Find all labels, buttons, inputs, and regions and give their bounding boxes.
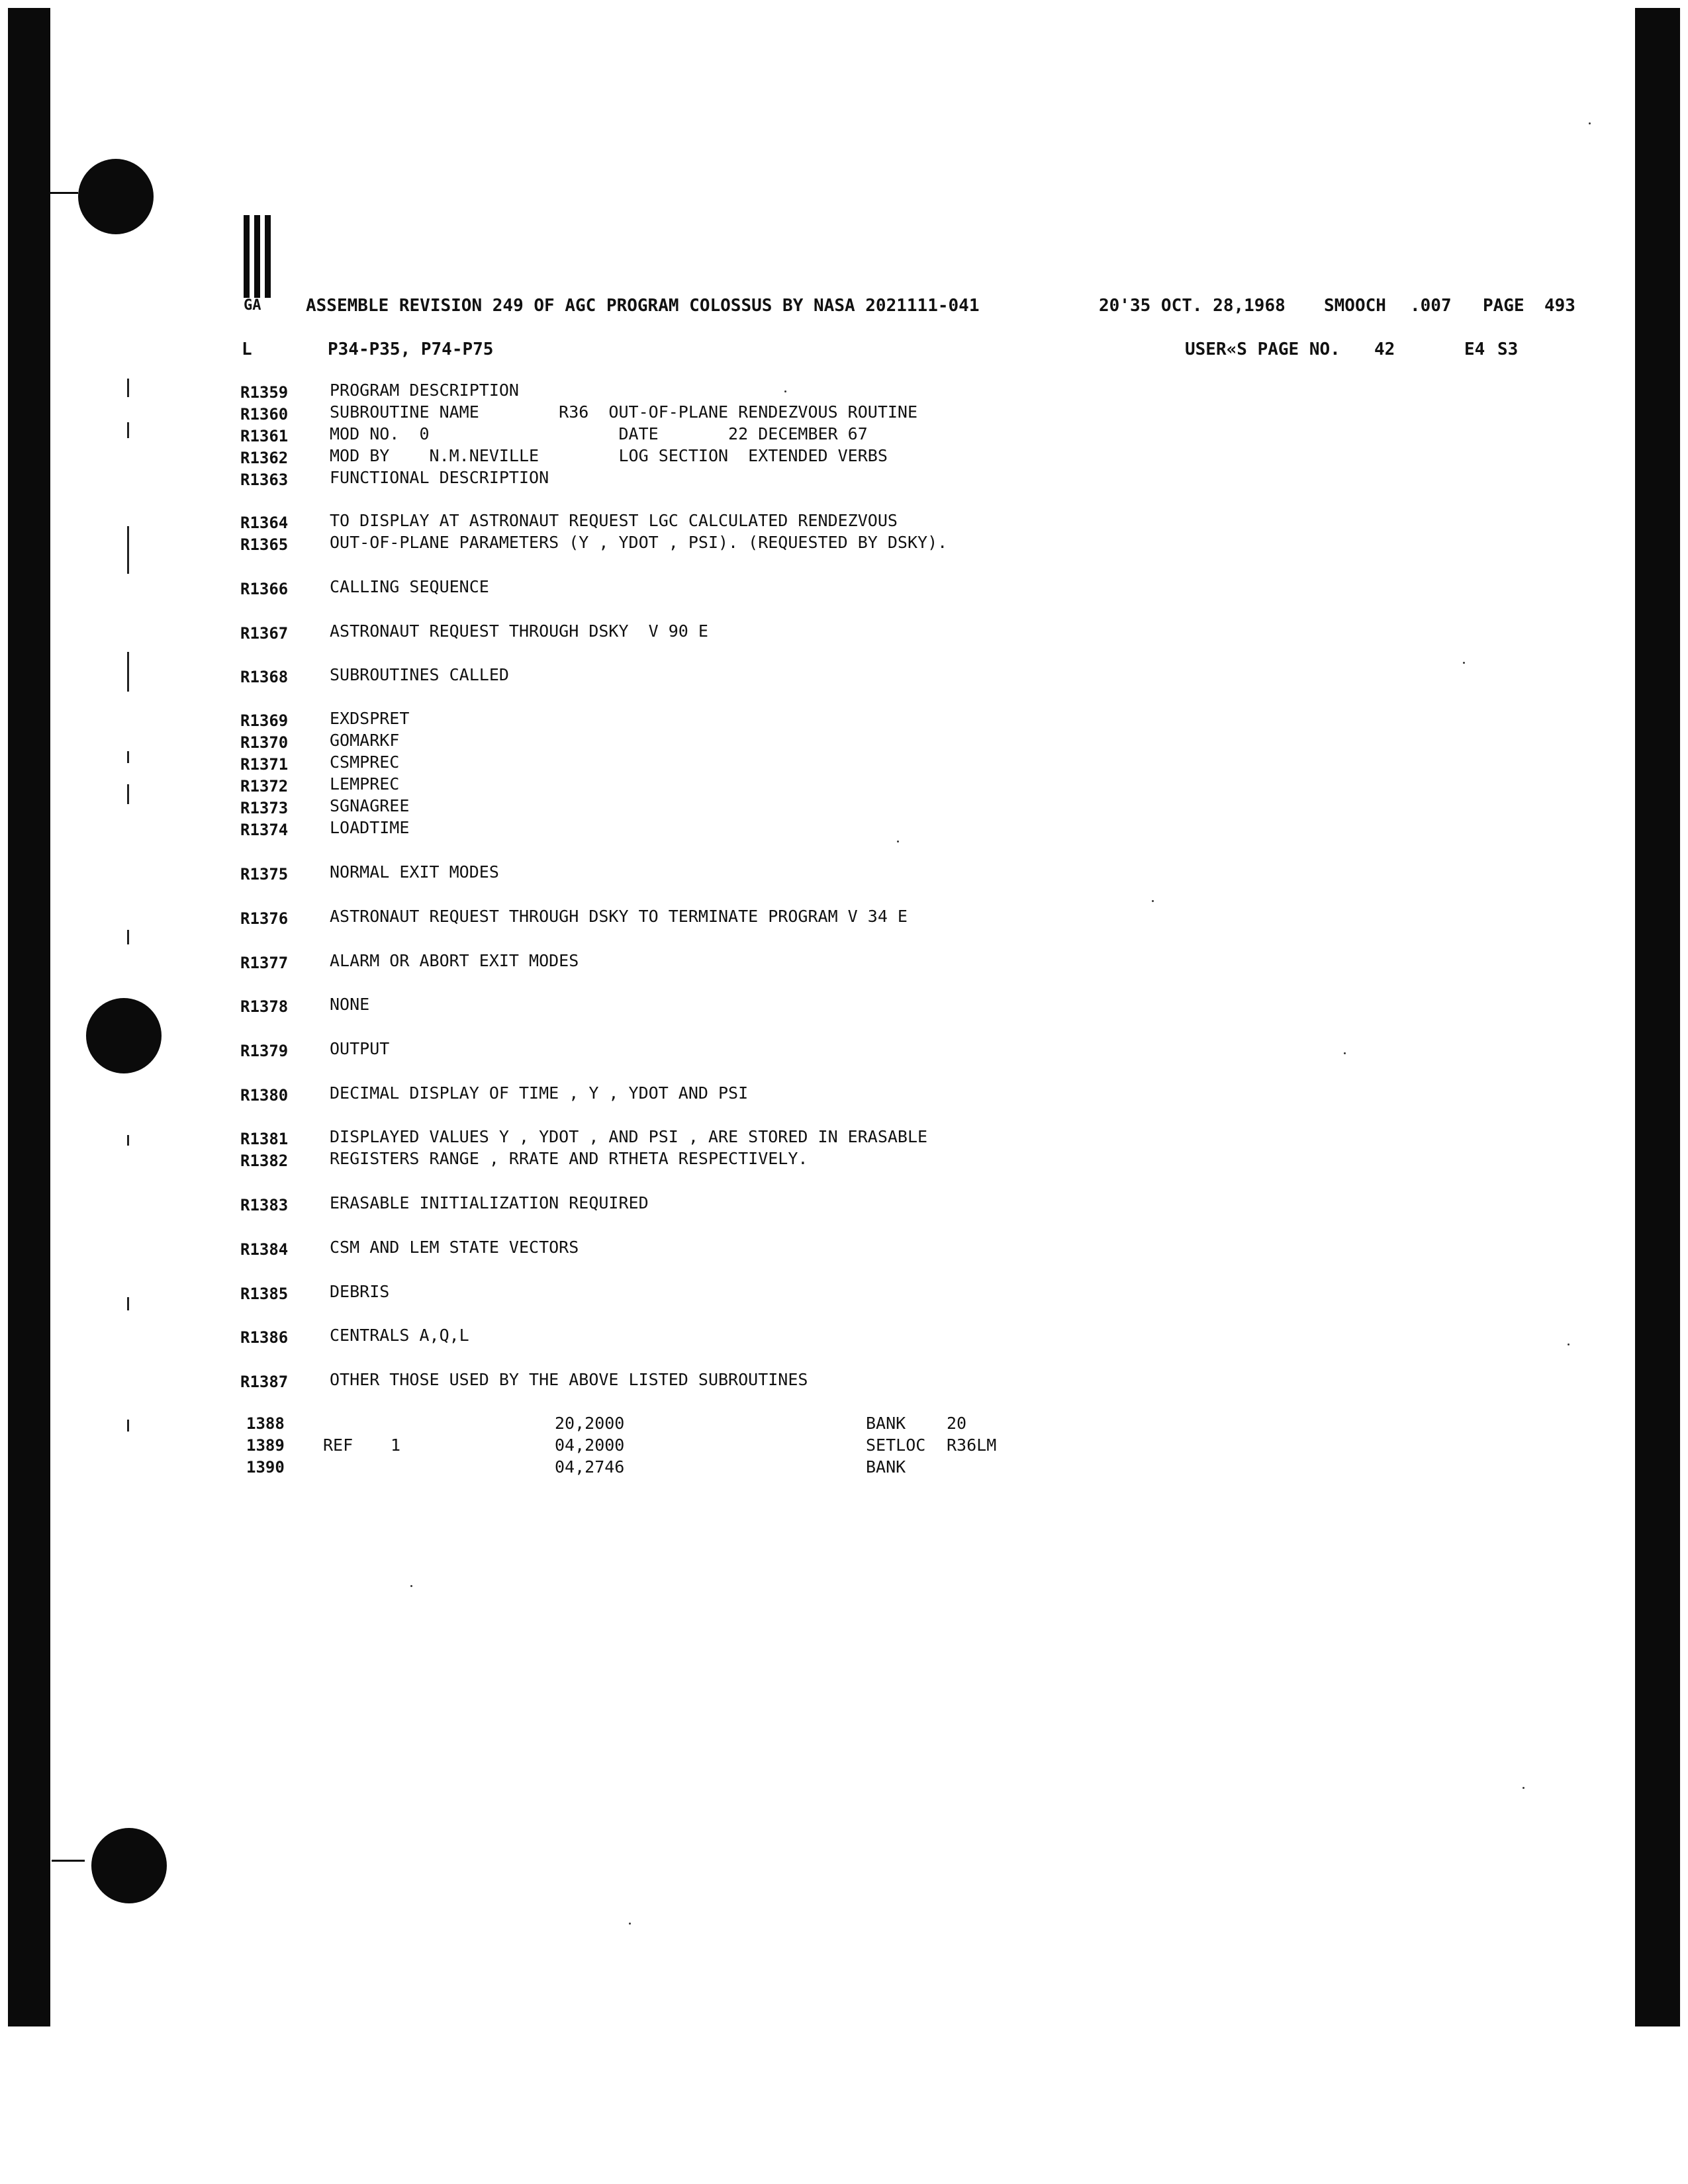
line-number: R1375	[240, 865, 289, 884]
header-timestamp: 20'35 OCT. 28,1968	[1099, 296, 1286, 316]
line-number: R1378	[240, 997, 289, 1016]
line-text: EXDSPRET	[330, 709, 410, 728]
line-text: TO DISPLAY AT ASTRONAUT REQUEST LGC CALCULATED RENDEZVOUS	[330, 511, 898, 530]
margin-mark	[127, 784, 129, 804]
line-text: SUBROUTINES CALLED	[330, 665, 509, 684]
line-number: R1361	[240, 427, 289, 445]
line-number: R1368	[240, 668, 289, 686]
line-text: NONE	[330, 995, 370, 1014]
printer-bar-marks	[238, 215, 278, 301]
margin-mark	[127, 526, 129, 574]
line-number: R1382	[240, 1152, 289, 1170]
subheader-users-page: USER«S PAGE NO.	[1185, 340, 1340, 359]
header-title: ASSEMBLE REVISION 249 OF AGC PROGRAM COLOSSUS BY NASA 2021111-041	[306, 296, 980, 316]
scan-speck	[1152, 900, 1154, 902]
margin-mark	[127, 751, 129, 763]
line-text: DEBRIS	[330, 1282, 390, 1301]
line-text: DISPLAYED VALUES Y , YDOT , AND PSI , ARE STORED IN ERASABLE	[330, 1127, 928, 1146]
margin-mark	[127, 379, 129, 397]
line-number: R1363	[240, 471, 289, 489]
line-number: R1387	[240, 1373, 289, 1391]
line-number: R1359	[240, 383, 289, 402]
line-text: CSMPREC	[330, 752, 400, 772]
margin-mark	[127, 652, 129, 692]
code-address: 04,2000	[555, 1435, 625, 1455]
line-number: R1379	[240, 1042, 289, 1060]
subheader-users-page-no: 42	[1374, 340, 1395, 359]
code-address: 20,2000	[555, 1414, 625, 1433]
line-number: R1367	[240, 624, 289, 643]
line-text: OTHER THOSE USED BY THE ABOVE LISTED SUBROUTINES	[330, 1370, 808, 1389]
line-number: R1365	[240, 535, 289, 554]
line-text: ALARM OR ABORT EXIT MODES	[330, 951, 579, 970]
margin-mark	[127, 1297, 129, 1310]
line-number: R1369	[240, 711, 289, 730]
code-line-number: 1388	[246, 1414, 285, 1433]
line-number: R1364	[240, 514, 289, 532]
line-number: R1362	[240, 449, 289, 467]
code-line-number: 1390	[246, 1458, 285, 1477]
line-text: NORMAL EXIT MODES	[330, 862, 499, 882]
header-code: .007	[1410, 296, 1452, 316]
line-number: R1381	[240, 1130, 289, 1148]
line-number: R1360	[240, 405, 289, 424]
code-address: 04,2746	[555, 1457, 625, 1477]
margin-mark	[127, 1135, 129, 1146]
subheader-s3: S3	[1497, 340, 1519, 359]
margin-mark	[127, 1420, 129, 1432]
line-number: R1371	[240, 755, 289, 774]
subheader-l: L	[242, 340, 252, 359]
scan-speck	[410, 1585, 412, 1587]
margin-mark	[127, 930, 129, 944]
line-text: CALLING SEQUENCE	[330, 577, 489, 596]
code-operand: R36LM	[947, 1435, 997, 1455]
line-number: R1374	[240, 821, 289, 839]
line-number: R1366	[240, 580, 289, 598]
line-text: REGISTERS RANGE , RRATE AND RTHETA RESPECTIVELY.	[330, 1149, 808, 1168]
margin-mark	[127, 422, 129, 438]
line-number: R1385	[240, 1285, 289, 1303]
header-page-number: 493	[1544, 296, 1575, 316]
line-text: OUTPUT	[330, 1039, 390, 1058]
scan-speck	[1523, 1787, 1524, 1789]
line-text: FUNCTIONAL DESCRIPTION	[330, 468, 549, 487]
line-text: CENTRALS A,Q,L	[330, 1326, 469, 1345]
header-marker: GA	[244, 297, 261, 314]
punch-hole-top	[78, 159, 154, 234]
line-text: SGNAGREE	[330, 796, 410, 815]
line-text: MOD BY N.M.NEVILLE LOG SECTION EXTENDED VERBS	[330, 446, 888, 465]
line-number: R1384	[240, 1240, 289, 1259]
code-op: SETLOC	[866, 1435, 926, 1455]
scan-speck	[1463, 662, 1465, 664]
line-number: R1377	[240, 954, 289, 972]
scan-edge-left	[8, 8, 50, 2026]
header-page-label: PAGE	[1483, 296, 1524, 316]
line-text: ASTRONAUT REQUEST THROUGH DSKY TO TERMINATE PROGRAM V 34 E	[330, 907, 908, 926]
scan-edge-right	[1635, 8, 1680, 2026]
punch-hole-tick	[45, 192, 78, 194]
line-text: MOD NO. 0 DATE 22 DECEMBER 67	[330, 424, 868, 443]
line-number: R1380	[240, 1086, 289, 1105]
code-label: REF	[323, 1435, 353, 1455]
scan-speck	[784, 390, 786, 392]
line-number: R1383	[240, 1196, 289, 1214]
line-text: ERASABLE INITIALIZATION REQUIRED	[330, 1193, 649, 1212]
punch-hole-bottom	[91, 1828, 167, 1903]
header-user: SMOOCH	[1324, 296, 1386, 316]
punch-hole-tick	[52, 1860, 85, 1862]
code-op: BANK	[866, 1457, 906, 1477]
line-number: R1376	[240, 909, 289, 928]
subheader-programs: P34-P35, P74-P75	[328, 340, 494, 359]
scan-speck	[1568, 1343, 1570, 1345]
scan-speck	[1589, 122, 1591, 124]
line-text: PROGRAM DESCRIPTION	[330, 381, 519, 400]
code-op: BANK	[866, 1414, 906, 1433]
line-number: R1373	[240, 799, 289, 817]
scan-speck	[629, 1923, 631, 1925]
punch-hole-middle	[86, 998, 162, 1073]
code-operand: 20	[947, 1414, 967, 1433]
line-text: CSM AND LEM STATE VECTORS	[330, 1238, 579, 1257]
code-arg: 1	[391, 1435, 401, 1455]
line-text: DECIMAL DISPLAY OF TIME , Y , YDOT AND PSI	[330, 1083, 749, 1103]
line-number: R1372	[240, 777, 289, 796]
line-number: R1370	[240, 733, 289, 752]
line-text: LOADTIME	[330, 818, 410, 837]
code-line-number: 1389	[246, 1436, 285, 1455]
line-text: SUBROUTINE NAME R36 OUT-OF-PLANE RENDEZVOUS ROUTINE	[330, 402, 918, 422]
line-text: GOMARKF	[330, 731, 400, 750]
scan-speck	[1344, 1052, 1346, 1054]
line-text: LEMPREC	[330, 774, 400, 794]
line-number: R1386	[240, 1328, 289, 1347]
line-text: ASTRONAUT REQUEST THROUGH DSKY V 90 E	[330, 621, 708, 641]
line-text: OUT-OF-PLANE PARAMETERS (Y , YDOT , PSI). (REQUESTED BY DSKY).	[330, 533, 948, 552]
scan-speck	[897, 841, 899, 842]
subheader-e4: E4	[1464, 340, 1485, 359]
